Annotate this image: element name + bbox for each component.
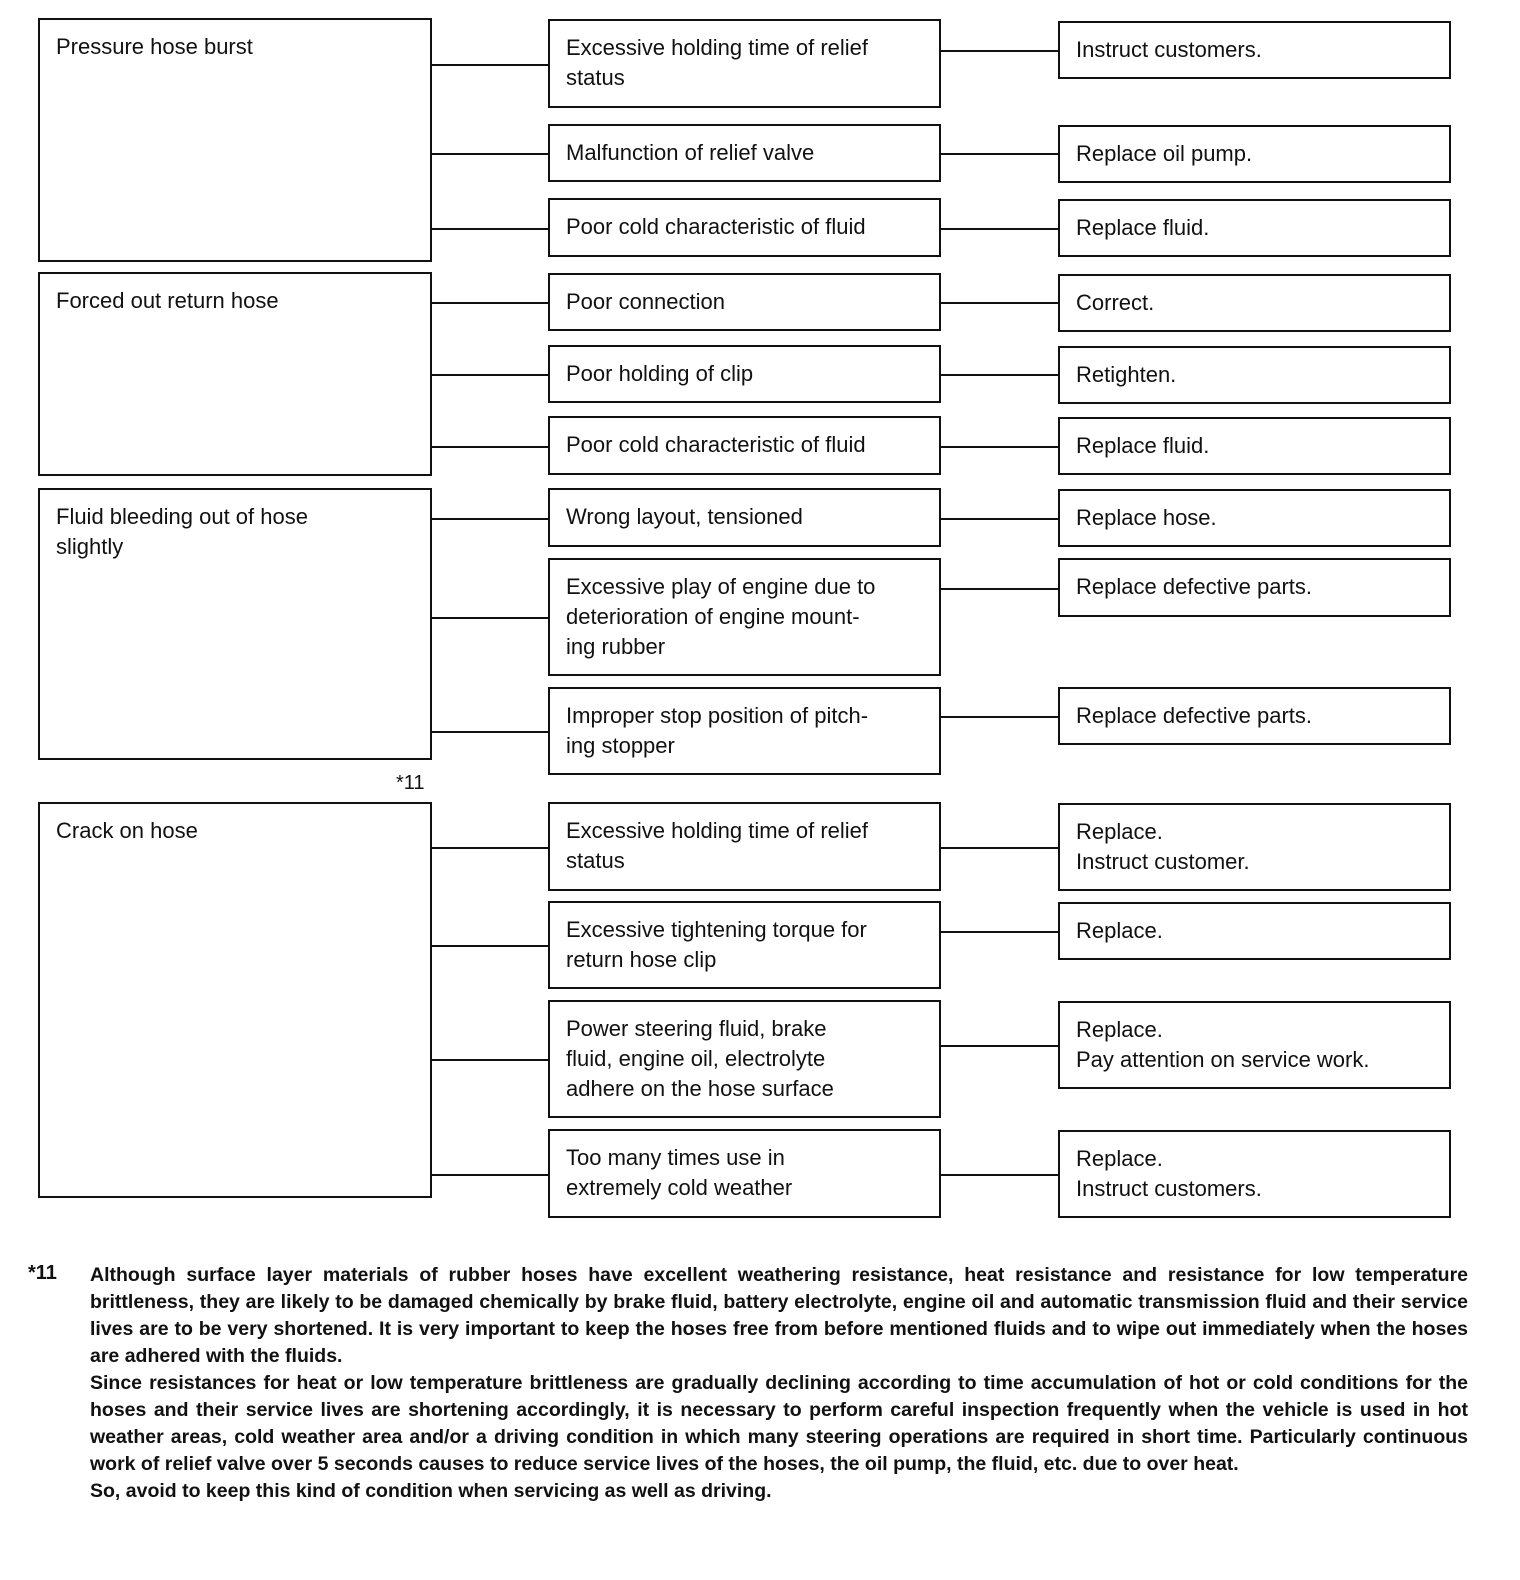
connector-symptom-cause — [432, 1174, 548, 1176]
remedy-box: Replace defective parts. — [1058, 558, 1451, 617]
connector-symptom-cause — [432, 1059, 548, 1061]
remedy-box: Retighten. — [1058, 346, 1451, 404]
cause-box: Power steering fluid, brake fluid, engine oil, electrolyte adhere on the hose surface — [548, 1000, 941, 1118]
connector-cause-remedy — [941, 374, 1058, 376]
cause-box: Wrong layout, tensioned — [548, 488, 941, 547]
connector-cause-remedy — [941, 50, 1058, 52]
connector-cause-remedy — [941, 716, 1058, 718]
note-reference: *11 — [396, 772, 425, 794]
connector-symptom-cause — [432, 153, 548, 155]
connector-cause-remedy — [941, 518, 1058, 520]
connector-symptom-cause — [432, 374, 548, 376]
connector-symptom-cause — [432, 617, 548, 619]
connector-symptom-cause — [432, 228, 548, 230]
connector-symptom-cause — [432, 731, 548, 733]
remedy-box: Replace oil pump. — [1058, 125, 1451, 183]
footnote-paragraph-2: Since resistances for heat or low temperature brittleness are gradually declining according to time accumulation of hot or cold conditions for the hoses and their service lives are shortening accordingly, it is necessary to perform careful inspection frequently when the vehicle is used in hot weather areas, cold weather area and/or a driving condition in which many steering operations are required in short time. Particularly continuous work of relief valve over 5 seconds causes to reduce service lives of the hoses, the oil pump, the fluid, etc. due to over heat. — [90, 1372, 1468, 1475]
connector-cause-remedy — [941, 1174, 1058, 1176]
connector-cause-remedy — [941, 446, 1058, 448]
connector-symptom-cause — [432, 446, 548, 448]
remedy-box: Replace. Instruct customer. — [1058, 803, 1451, 891]
remedy-box: Replace fluid. — [1058, 199, 1451, 257]
symptom-box: Fluid bleeding out of hose slightly — [38, 488, 432, 760]
remedy-box: Replace hose. — [1058, 489, 1451, 547]
connector-symptom-cause — [432, 64, 548, 66]
cause-box: Too many times use in extremely cold weather — [548, 1129, 941, 1218]
footnote-paragraph-3: So, avoid to keep this kind of condition when servicing as well as driving. — [90, 1480, 772, 1502]
cause-box: Malfunction of relief valve — [548, 124, 941, 182]
footnote-body — [90, 1262, 1468, 1505]
cause-box: Excessive holding time of relief status — [548, 19, 941, 108]
remedy-box: Instruct customers. — [1058, 21, 1451, 79]
cause-box: Poor cold characteristic of fluid — [548, 416, 941, 475]
connector-cause-remedy — [941, 153, 1058, 155]
symptom-box: Pressure hose burst — [38, 18, 432, 262]
cause-box: Poor cold characteristic of fluid — [548, 198, 941, 257]
remedy-box: Replace fluid. — [1058, 417, 1451, 475]
connector-cause-remedy — [941, 588, 1058, 590]
connector-cause-remedy — [941, 847, 1058, 849]
connector-cause-remedy — [941, 931, 1058, 933]
cause-box: Excessive tightening torque for return hose clip — [548, 901, 941, 989]
remedy-box: Replace. Pay attention on service work. — [1058, 1001, 1451, 1089]
connector-symptom-cause — [432, 518, 548, 520]
symptom-box: Forced out return hose — [38, 272, 432, 476]
cause-box: Improper stop position of pitch- ing stopper — [548, 687, 941, 775]
remedy-box: Replace. Instruct customers. — [1058, 1130, 1451, 1218]
cause-box: Excessive play of engine due to deterioration of engine mount- ing rubber — [548, 558, 941, 676]
connector-cause-remedy — [941, 228, 1058, 230]
symptom-box: Crack on hose — [38, 802, 432, 1198]
connector-cause-remedy — [941, 302, 1058, 304]
connector-symptom-cause — [432, 302, 548, 304]
cause-box: Poor holding of clip — [548, 345, 941, 403]
footnote-mark: *11 — [28, 1262, 57, 1284]
connector-symptom-cause — [432, 847, 548, 849]
cause-box: Poor connection — [548, 273, 941, 331]
footnote-paragraph-1: Although surface layer materials of rubber hoses have excellent weathering resistance, heat resistance and resistance for low temperature brittleness, they are likely to be damaged chemically by brake fluid, battery electrolyte, engine oil and automatic transmission fluid and their service lives are to be very shortened. It is very important to keep the hoses free from before mentioned fluids and to wipe out immediately when the hoses are adhered with the fluids. — [90, 1264, 1468, 1367]
remedy-box: Replace. — [1058, 902, 1451, 960]
cause-box: Excessive holding time of relief status — [548, 802, 941, 891]
remedy-box: Correct. — [1058, 274, 1451, 332]
remedy-box: Replace defective parts. — [1058, 687, 1451, 745]
connector-cause-remedy — [941, 1045, 1058, 1047]
connector-symptom-cause — [432, 945, 548, 947]
